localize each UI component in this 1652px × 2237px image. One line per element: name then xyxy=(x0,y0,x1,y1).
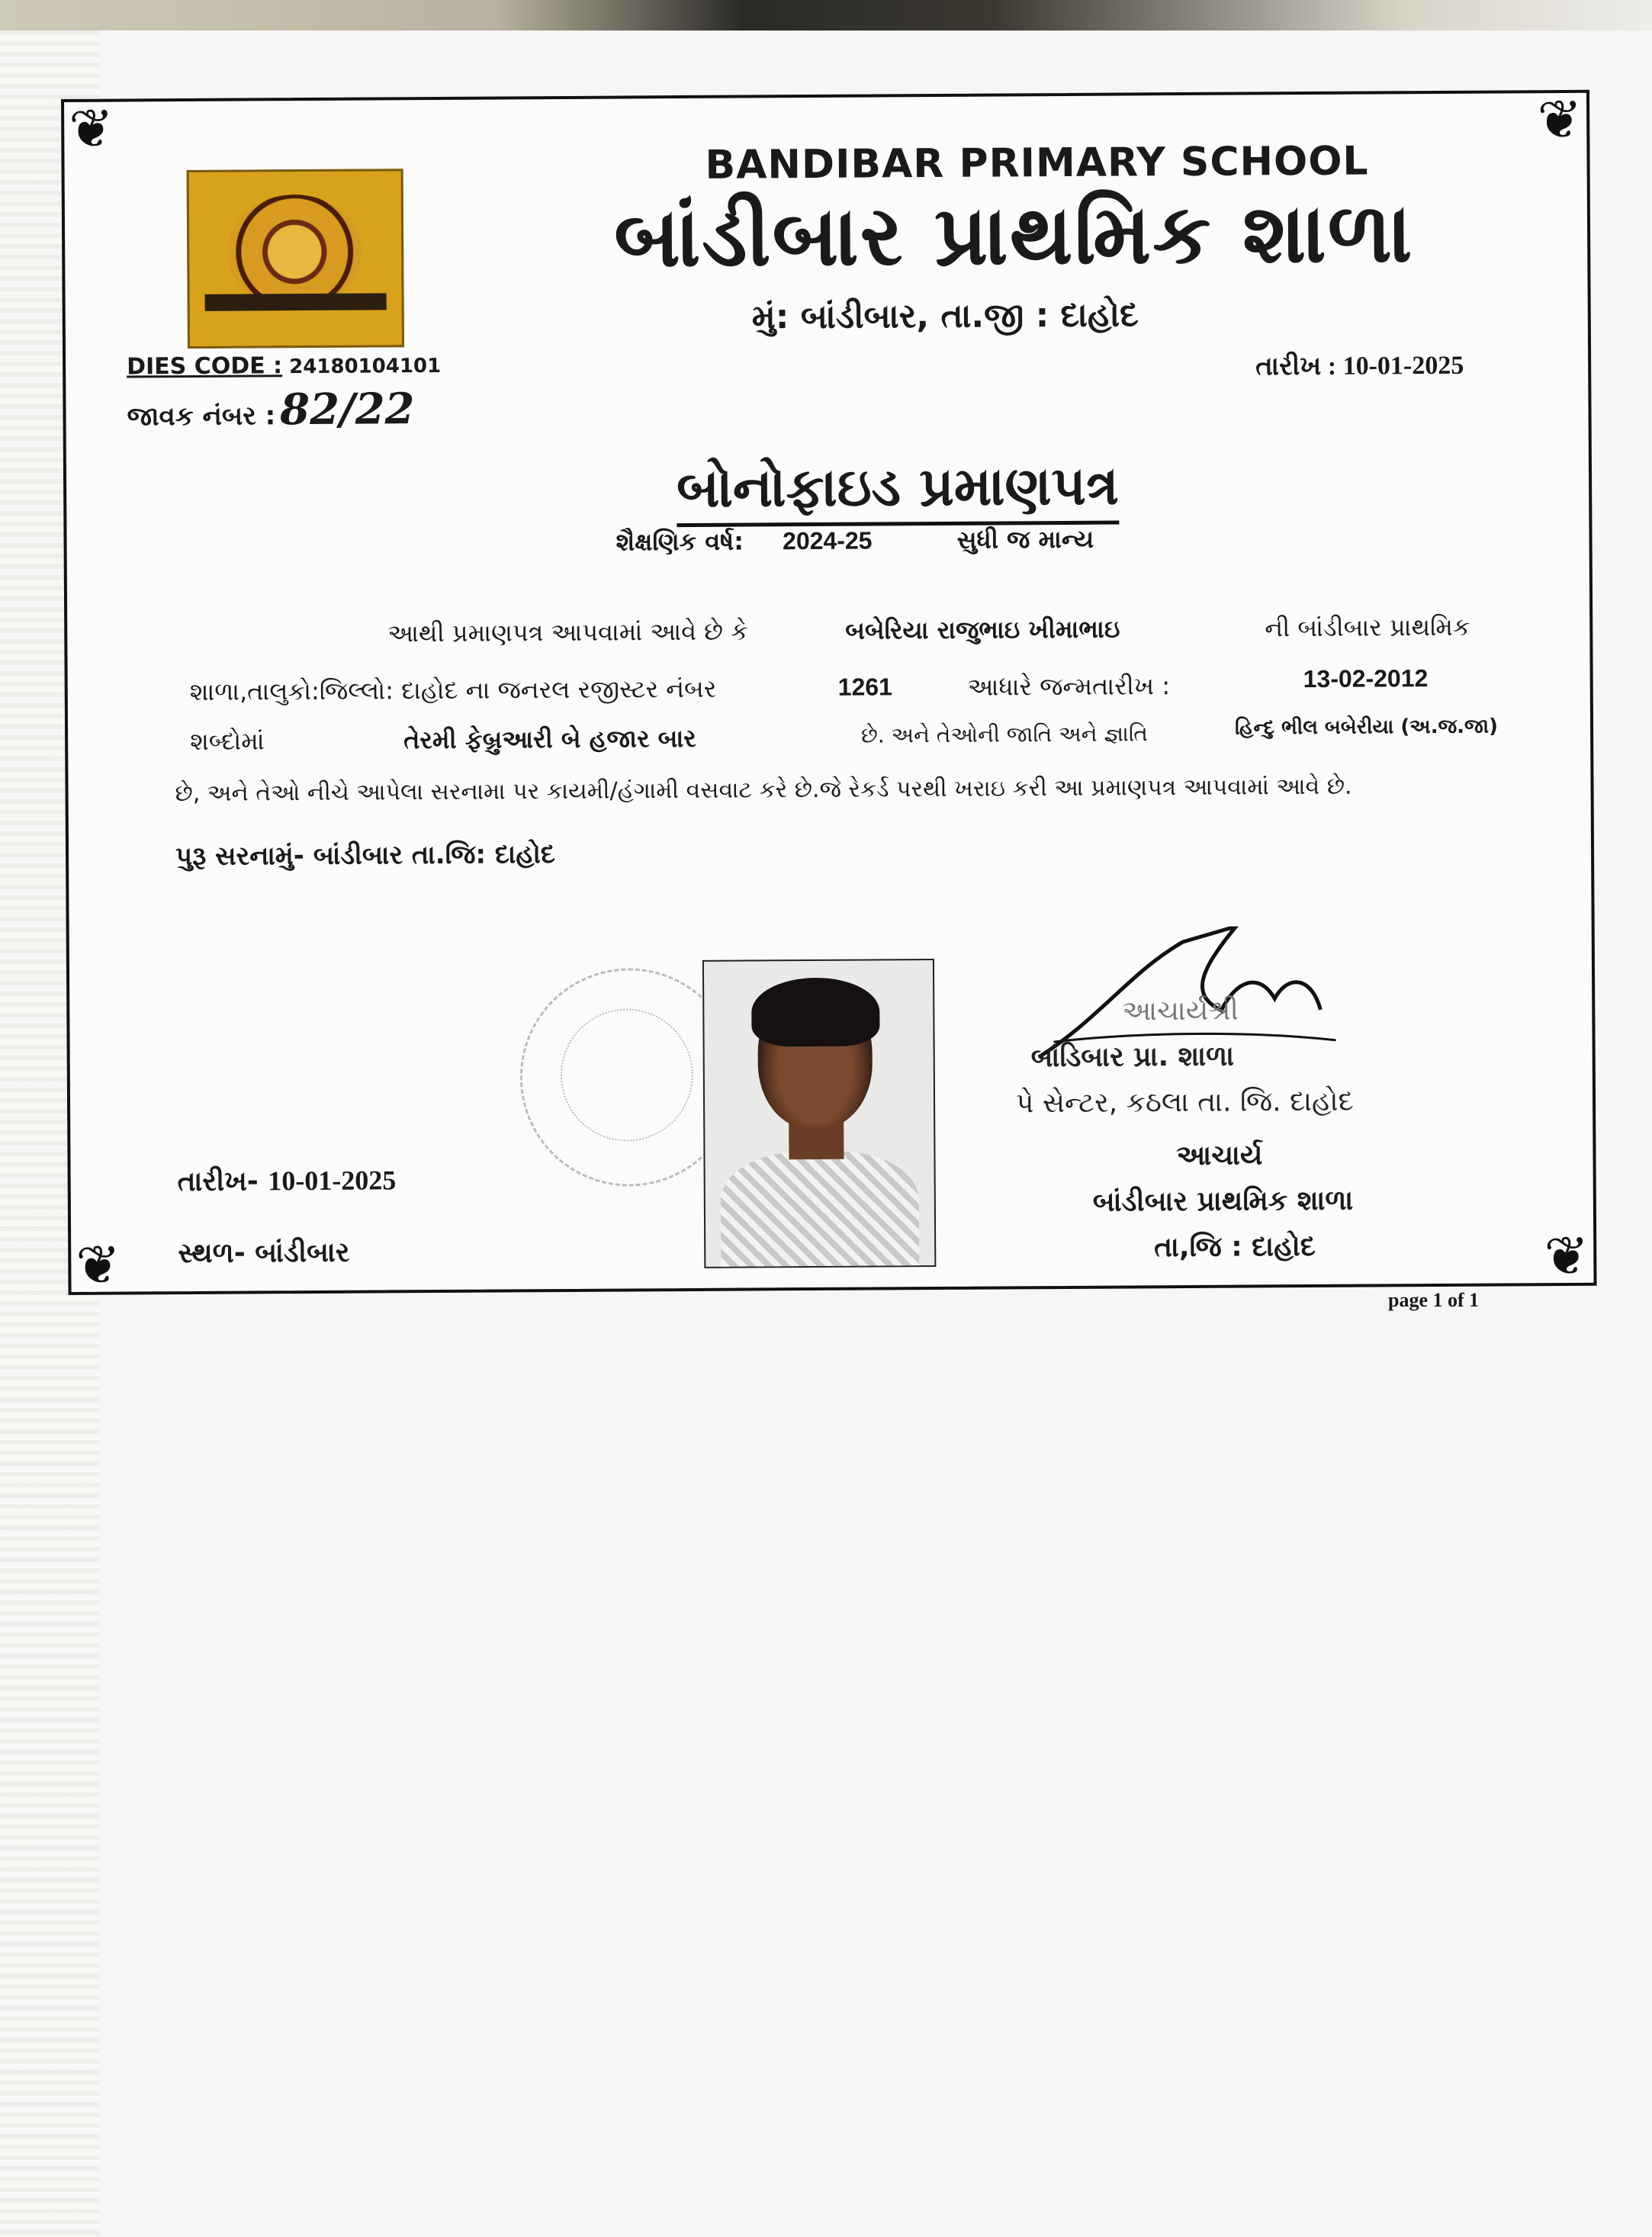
footer-place xyxy=(178,1237,349,1270)
issue-date-label: તારીખ : xyxy=(1255,352,1337,381)
body-line1-suffix: ની બાંડીબાર પ્રાથમિક xyxy=(1265,612,1470,643)
academic-year-value: 2024-25 xyxy=(782,526,873,555)
issue-date-top xyxy=(1255,352,1464,382)
body-line1-prefix: આથી પ્રમાણપત્ર આપવામાં આવે છે કે xyxy=(387,616,748,648)
dob-in-words: તેરમી ફેબ્રુઆરી બે હજાર બાર xyxy=(403,723,696,755)
corner-ornament-icon: ❦ xyxy=(1537,88,1583,152)
footer-date xyxy=(178,1164,397,1198)
school-logo xyxy=(187,169,404,349)
footer-place-value: બાંડીબાર xyxy=(255,1236,350,1269)
stamp-school: બાંડિબાર પ્રા. શાળા xyxy=(1030,1040,1235,1074)
footer-district: તા,જિ : દાહોદ xyxy=(1154,1230,1316,1264)
certificate-title: બોનોફાઇડ પ્રમાણપત્ર xyxy=(677,455,1119,528)
dob-label: આધારે જન્મતારીખ : xyxy=(967,671,1171,702)
academic-year-label: શૈક્ષણિક વર્ષ: xyxy=(615,526,744,557)
principal-title: આચાર્ય xyxy=(1176,1139,1263,1172)
footer-date-value: 10-01-2025 xyxy=(268,1165,397,1197)
footer-school-name: બાંડીબાર પ્રાથમિક શાળા xyxy=(1092,1184,1354,1218)
validity-text: સુધી જ માન્ય xyxy=(956,524,1094,554)
page-number: page 1 of 1 xyxy=(1388,1289,1480,1311)
certificate-frame xyxy=(61,90,1597,1295)
reference-label: જાવક નંબર : xyxy=(127,400,276,432)
student-name: બબેરિયા રાજુભાઇ ખીમાભાઇ xyxy=(845,614,1120,645)
footer-date-label: તારીખ- xyxy=(177,1165,259,1198)
scan-top-edge xyxy=(0,0,1652,31)
body-line2-prefix: શાળા,તાલુકો:જિલ્લો: દાહોદ ના જનરલ રજીસ્ટર નંબર xyxy=(189,673,717,706)
reference-value: 82/22 xyxy=(279,384,415,436)
caste-value: હિન્દુ ભીલ બબેરીયા (અ.જ.જા) xyxy=(1234,715,1499,740)
corner-ornament-icon: ❦ xyxy=(68,97,114,160)
dies-code xyxy=(127,352,441,381)
date-of-birth: 13-02-2012 xyxy=(1303,664,1429,693)
school-address: મું: બાંડીબાર, તા.જી : દાહોદ xyxy=(751,295,1139,337)
dies-value: 24180104101 xyxy=(289,354,442,379)
stamp-center: પે સેન્ટર, કઠલા તા. જિ. દાહોદ xyxy=(1015,1085,1354,1120)
full-address: પુરૂ સરનામું- બાંડીબાર તા.જિ: દાહોદ xyxy=(175,839,556,873)
school-name-english: BANDIBAR PRIMARY SCHOOL xyxy=(705,138,1369,188)
corner-ornament-icon: ❦ xyxy=(1544,1224,1589,1288)
student-photo xyxy=(702,959,936,1268)
reference-number xyxy=(127,384,414,436)
register-number: 1261 xyxy=(837,673,893,701)
stamp-title: આચાર્યશ્રી xyxy=(1122,995,1239,1027)
footer-place-label: સ્થળ- xyxy=(178,1237,246,1270)
dies-label: DIES CODE : xyxy=(127,352,283,381)
words-label: શબ્દોમાં xyxy=(190,726,265,756)
school-name-gujarati: બાંડીબાર પ્રાથમિક શાળા xyxy=(613,185,1414,286)
issue-date-value: 10-01-2025 xyxy=(1342,351,1464,381)
corner-ornament-icon: ❦ xyxy=(76,1233,121,1297)
academic-year xyxy=(615,525,1094,558)
body-line4: છે, અને તેઓ નીચે આપેલા સરનામા પર કાયમી/હંગામી વસવાટ કરે છે.જે રેકર્ડ પરથી ખરાઇ કરી આ પ્રમાણપત્ર આપવામાં આવે છે. xyxy=(175,773,1352,808)
caste-label: છે. અને તેઓની જાતિ અને જ્ઞાતિ xyxy=(861,721,1148,748)
